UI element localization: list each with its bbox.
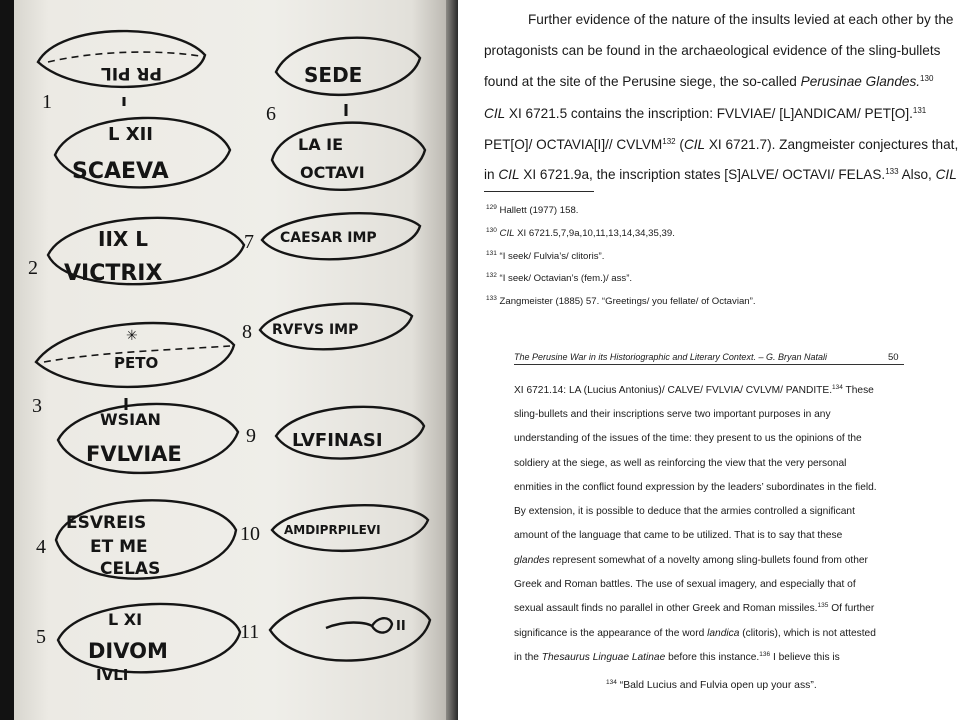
bullet-inscription: L XI bbox=[108, 610, 143, 629]
figure-number: 8 bbox=[242, 321, 252, 343]
paragraph-line: glandes represent somewhat of a novelty among sling-bullets found from other bbox=[514, 555, 868, 566]
paragraph-line: significance is the appearance of the word landica (clitoris), which is not attested bbox=[514, 628, 876, 639]
figure-number: 3 bbox=[32, 395, 42, 417]
bullet-outline bbox=[270, 598, 430, 661]
footnote-134: $^{134}$ “Bald Lucius and Fulvia open up your ass”. bbox=[606, 679, 817, 691]
bullet-inscription: PR PIL bbox=[100, 63, 162, 83]
bullet-inscription: FVLVIAE bbox=[86, 442, 182, 466]
running-head-rule bbox=[514, 364, 904, 365]
bullet-inscription: ESVREIS bbox=[66, 513, 147, 533]
bullet-inscription: IVLI bbox=[96, 666, 129, 684]
paragraph-line: PET[O]/ OCTAVIA[I]// CVLVM$^{132}$ (CIL XI 6721.7). Zangmeister conjectures that, bbox=[484, 137, 959, 152]
bullet-inscription: VICTRIX bbox=[64, 261, 163, 286]
figure-10 bbox=[240, 505, 428, 551]
paragraph-line: enmities in the conflict found expression by the leaders’ subordinates in the field. bbox=[514, 482, 877, 493]
paragraph-line: sling-bullets and their inscriptions serve two important purposes in any bbox=[514, 409, 831, 420]
figure-7 bbox=[244, 213, 420, 259]
paragraph-line: XI 6721.14: LA (Lucius Antonius)/ CALVE/ FVLVIA/ CVLVM/ PANDITE.$^{134}$ These bbox=[514, 384, 874, 396]
figure-6 bbox=[266, 38, 425, 190]
bullet-inscription: LA IE bbox=[298, 135, 344, 154]
sling-bullet-plate bbox=[0, 0, 458, 720]
paragraph-line: understanding of the issues of the time: they present to us the opinions of the bbox=[514, 433, 862, 444]
paragraph-line: CIL XI 6721.5 contains the inscription: FVLVIAE/ [L]ANDICAM/ PET[O].$^{131}$ bbox=[484, 106, 927, 121]
figure-9 bbox=[246, 407, 424, 459]
footnote-rule bbox=[484, 191, 594, 192]
figure-number: 2 bbox=[28, 257, 38, 279]
bullet-inscription: SCAEVA bbox=[72, 159, 169, 184]
bullet-inscription: WSIAN bbox=[100, 410, 161, 429]
bullet-inscription: LVFINASI bbox=[292, 430, 383, 451]
figure-4 bbox=[36, 500, 236, 579]
figure-number: 4 bbox=[36, 536, 46, 558]
figure-number: 5 bbox=[36, 626, 46, 648]
page-number: 50 bbox=[888, 352, 899, 363]
plate-drawings bbox=[0, 0, 458, 720]
footnote-129: $^{129}$ Hallett (1977) 158. bbox=[486, 204, 579, 216]
paragraph-line: protagonists can be found in the archaeological evidence of the sling-bullets bbox=[484, 43, 941, 58]
figure-number: 1 bbox=[42, 91, 52, 113]
figure-number: 10 bbox=[240, 523, 260, 545]
footnote-132: $^{132}$ “I seek/ Octavian’s (fem.)/ ass”. bbox=[486, 272, 633, 284]
paragraph-line: soldiery at the siege, as well as reinforcing the view that the very personal bbox=[514, 458, 847, 469]
paragraph-line: amount of the language that came to be utilized. That is to say that these bbox=[514, 530, 843, 541]
figure-number: 9 bbox=[246, 425, 256, 447]
figure-8 bbox=[242, 304, 412, 350]
paragraph-line: Further evidence of the nature of the insults levied at each other by the bbox=[528, 12, 954, 27]
bullet-inscription: RVFVS IMP bbox=[272, 322, 359, 338]
bullet-inscription: SEDE bbox=[304, 63, 363, 87]
bullet-inscription: CELAS bbox=[100, 559, 161, 579]
bullet-inscription: PETO bbox=[114, 354, 159, 372]
paragraph-line: in CIL XI 6721.9a, the inscription states [S]ALVE/ OCTAVI/ FELAS.$^{133}$ Also, CIL bbox=[484, 167, 957, 182]
figure-3 bbox=[32, 323, 238, 473]
bullet-inscription: ET ME bbox=[90, 537, 148, 557]
paragraph-line: sexual assault finds no parallel in other Greek and Roman missiles.$^{135}$ Of further bbox=[514, 602, 875, 614]
bullet-inscription: DIVOM bbox=[88, 639, 168, 663]
footnote-133: $^{133}$ Zangmeister (1885) 57. “Greetings/ you fellate/ of Octavian”. bbox=[486, 295, 756, 307]
bullet-inscription: II bbox=[396, 619, 406, 634]
paragraph-line: in the Thesaurus Linguae Latinae before this instance.$^{136}$ I believe this is bbox=[514, 651, 840, 663]
figure-number: 11 bbox=[240, 621, 260, 643]
figure-1 bbox=[38, 31, 230, 187]
footnote-131: $^{131}$ “I seek/ Fulvia’s/ clitoris”. bbox=[486, 250, 605, 262]
figure-11 bbox=[240, 598, 430, 661]
figure-5 bbox=[36, 604, 240, 684]
paragraph-line: Greek and Roman battles. The use of sexual imagery, and especially that of bbox=[514, 579, 856, 590]
paragraph-line: By extension, it is possible to deduce that the armies controlled a significant bbox=[514, 506, 855, 517]
figure-number: 6 bbox=[266, 103, 276, 125]
figure-2 bbox=[28, 218, 244, 286]
bullet-inscription: IIX L bbox=[98, 227, 149, 251]
bullet-inscription: CAESAR IMP bbox=[280, 230, 377, 246]
footnote-130: $^{130}$ CIL XI 6721.5,7,9a,10,11,13,14,34,35,39. bbox=[486, 227, 675, 239]
running-head-title: The Perusine War in its Historiographic and Literary Context. – G. Bryan Natali bbox=[514, 352, 827, 362]
bullet-decoration: ✳ bbox=[126, 328, 138, 344]
bullet-inscription: L XII bbox=[108, 124, 154, 145]
bullet-inscription: AMDIPRPILEVI bbox=[284, 523, 381, 537]
bullet-inscription: OCTAVI bbox=[300, 163, 365, 182]
figure-number: 7 bbox=[244, 231, 254, 253]
paragraph-line: found at the site of the Perusine siege, the so-called Perusinae Glandes.$^{130}$ bbox=[484, 74, 934, 89]
